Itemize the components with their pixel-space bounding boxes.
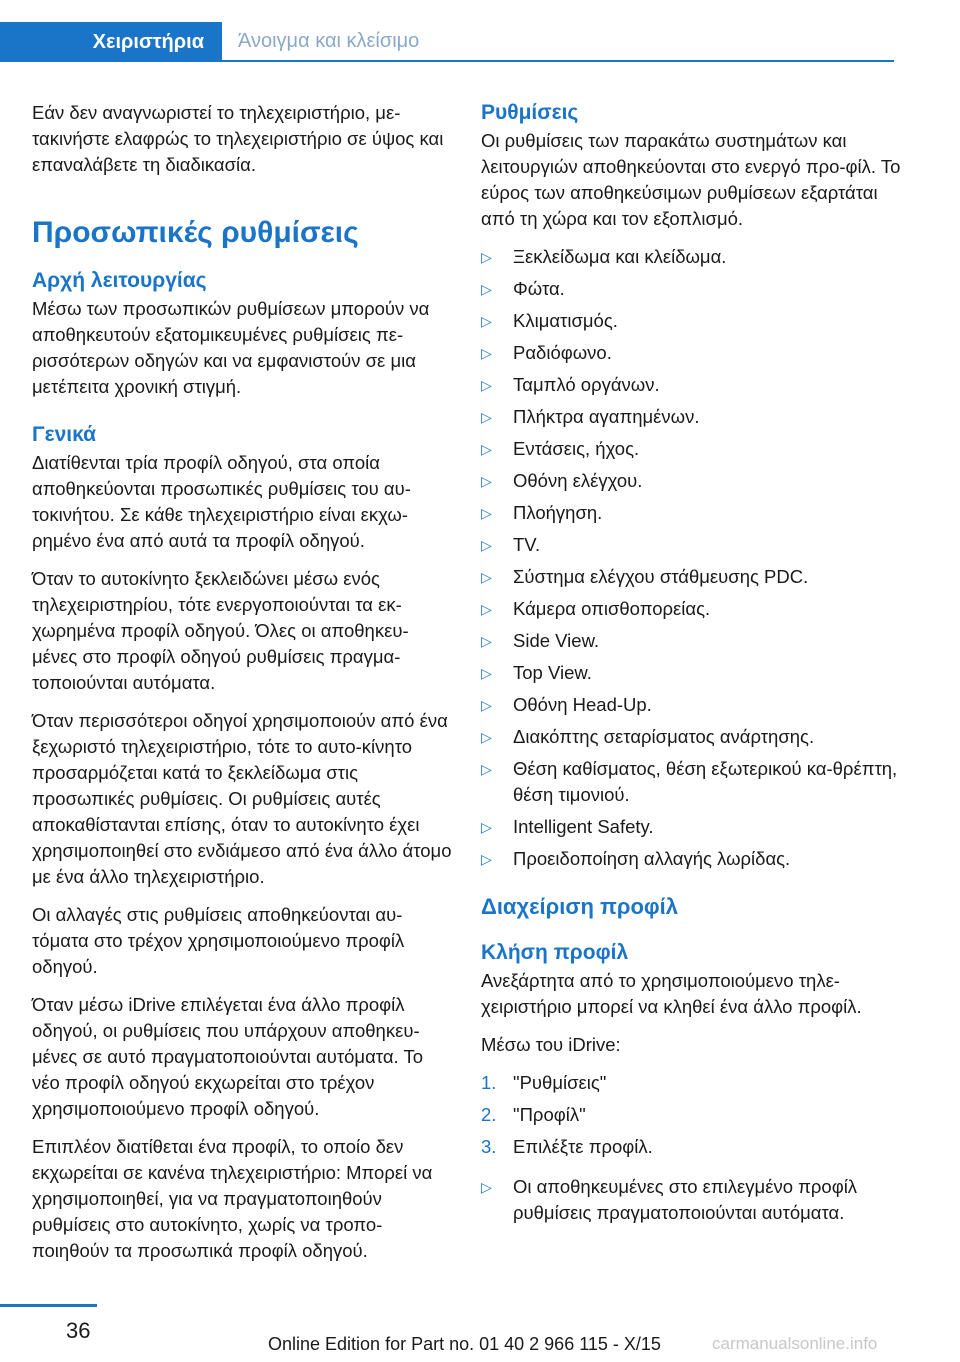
settings-item-text: TV. [513,534,541,555]
settings-item [481,660,901,686]
general-heading: Γενικά [32,423,97,446]
settings-item-text: Προειδοποίηση αλλαγής λωρίδας. [513,848,791,869]
intro-paragraph: Εάν δεν αναγνωριστεί το τηλεχειριστήριο, με-τακινήστε ελαφρώς το τηλεχειριστήριο σε ύψος και επαναλάβετε τη διαδικασία. [32,102,444,175]
step-number: 3. [481,1136,497,1157]
result-text: Οι αποθηκευμένες στο επιλεγμένο προφίλ ρυθμίσεις πραγματοποιούνται αυτόματα. [513,1176,858,1223]
left-column [32,100,452,1276]
settings-item [481,276,901,302]
triangle-bullet-icon: ▷ [481,601,492,617]
settings-item [481,814,901,840]
settings-item [481,500,901,526]
settings-heading: Ρυθμίσεις [481,101,579,124]
settings-item-text: Εντάσεις, ήχος. [513,438,640,459]
settings-item [481,846,901,872]
general-paragraph: Διατίθενται τρία προφίλ οδηγού, στα οποία αποθηκεύονται προσωπικές ρυθμίσεις του αυ-τοκινήτου. Σε κάθε τηλεχειριστήριο είναι εκχω-ρημένο ένα από αυτά τα προφίλ οδηγού. [32,452,411,551]
settings-item-text: Top View. [513,662,592,683]
triangle-bullet-icon: ▷ [481,569,492,585]
settings-item-text: Κλιματισμός. [513,310,618,331]
triangle-bullet-icon: ▷ [481,729,492,745]
triangle-bullet-icon: ▷ [481,409,492,425]
settings-item [481,404,901,430]
management-heading: Διαχείριση προφίλ [481,894,678,919]
step-number: 2. [481,1104,497,1125]
recall-heading: Κλήση προφίλ [481,941,629,964]
page-title: Προσωπικές ρυθμίσεις [32,216,359,249]
triangle-bullet-icon: ▷ [481,537,492,553]
step-item [481,1102,901,1128]
triangle-bullet-icon: ▷ [481,441,492,457]
settings-item [481,596,901,622]
settings-item-text: Διακόπτης σεταρίσματος ανάρτησης. [513,726,815,747]
triangle-bullet-icon: ▷ [481,1179,492,1195]
triangle-bullet-icon: ▷ [481,665,492,681]
section-tab-active[interactable]: Χειριστήρια [0,22,222,62]
general-paragraph: Οι αλλαγές στις ρυθμίσεις αποθηκεύονται αυ-τόματα στο τρέχον χρησιμοποιούμενο προφίλ οδηγού. [32,904,405,977]
triangle-bullet-icon: ▷ [481,345,492,361]
section-tab-inactive[interactable]: Άνοιγμα και κλείσιμο [222,22,894,62]
settings-item [481,564,901,590]
settings-item [481,308,901,334]
settings-item [481,372,901,398]
settings-item [481,692,901,718]
settings-item [481,468,901,494]
step-text: "Προφίλ" [513,1104,586,1125]
settings-item [481,436,901,462]
settings-item-text: Πλοήγηση. [513,502,603,523]
settings-item-text: Θέση καθίσματος, θέση εξωτερικού κα-θρέπτη, θέση τιμονιού. [513,758,898,805]
general-paragraph: Όταν μέσω iDrive επιλέγεται ένα άλλο προφίλ οδηγού, οι ρυθμίσεις που υπάρχουν αποθηκευ-μένες σε αυτό πραγματοποιούνται αυτόματα. Το νέο προφίλ οδηγού εκχωρείται στο τρέχον χρησιμοποιούμενο προφίλ οδηγού. [32,994,424,1119]
triangle-bullet-icon: ▷ [481,697,492,713]
step-item [481,1070,901,1096]
triangle-bullet-icon: ▷ [481,377,492,393]
settings-item [481,532,901,558]
result-item [481,1174,901,1226]
edition-note: Online Edition for Part no. 01 40 2 966 115 - X/15 [268,1334,661,1354]
general-paragraph: Όταν το αυτοκίνητο ξεκλειδώνει μέσω ενός τηλεχειριστηρίου, τότε ενεργοποιούνται τα εκ-χωρημένα προφίλ οδηγού. Όλες οι αποθηκευ-μένες στο προφίλ οδηγού ρυθμίσεις πραγμα-τοποιούνται αυτόματα. [32,568,409,693]
settings-item-text: Ραδιόφωνο. [513,342,612,363]
step-text: Επιλέξτε προφίλ. [513,1136,653,1157]
settings-item-text: Οθόνη Head-Up. [513,694,652,715]
settings-item-text: Ταμπλό οργάνων. [513,374,660,395]
triangle-bullet-icon: ▷ [481,473,492,489]
triangle-bullet-icon: ▷ [481,281,492,297]
settings-item-text: Πλήκτρα αγαπημένων. [513,406,700,427]
triangle-bullet-icon: ▷ [481,505,492,521]
settings-item-text: Σύστημα ελέγχου στάθμευσης PDC. [513,566,809,587]
settings-item-text: Intelligent Safety. [513,816,654,837]
header-bar [0,0,960,62]
settings-item-text: Side View. [513,630,600,651]
general-paragraph: Επιπλέον διατίθεται ένα προφίλ, το οποίο δεν εκχωρείται σε κανένα τηλεχειριστήριο: Μπορεί να χρησιμοποιηθεί, για να πραγματοποιηθούν ρυθμίσεις στο αυτοκίνητο, χωρίς να τροπο-ποιηθούν τα προσωπικά προφίλ οδηγού. [32,1136,433,1261]
settings-item [481,756,901,808]
settings-item-text: Φώτα. [513,278,565,299]
step-text: "Ρυθμίσεις" [513,1072,607,1093]
principle-heading: Αρχή λειτουργίας [32,269,207,292]
triangle-bullet-icon: ▷ [481,249,492,265]
settings-item-text: Οθόνη ελέγχου. [513,470,643,491]
settings-paragraph: Οι ρυθμίσεις των παρακάτω συστημάτων και λειτουργιών αποθηκεύονται στο ενεργό προ-φίλ. Το εύρος των αποθηκεύσιμων ρυθμίσεων εξαρτάται από τη χώρα και τον εξοπλισμό. [481,130,901,229]
page-number: 36 [66,1318,91,1343]
step-number: 1. [481,1072,497,1093]
right-column [481,100,901,1240]
settings-item [481,724,901,750]
triangle-bullet-icon: ▷ [481,313,492,329]
settings-list [481,244,901,872]
triangle-bullet-icon: ▷ [481,761,492,777]
footer-divider [0,1304,97,1307]
settings-item-text: Ξεκλείδωμα και κλείδωμα. [513,246,727,267]
general-paragraph: Όταν περισσότεροι οδηγοί χρησιμοποιούν από ένα ξεχωριστό τηλεχειριστήριο, τότε το αυτο-κίνητο προσαρμόζεται κατά το ξεκλείδωμα στις προσωπικές ρυθμίσεις. Οι ρυθμίσεις αυτές αποκαθίστανται επίσης, όταν το αυτοκίνητο έχει χρησιμοποιηθεί στο ενδιάμεσο από ένα άλλο άτομο με ένα άλλο τηλεχειριστήριο. [32,710,452,887]
recall-paragraph: Ανεξάρτητα από το χρησιμοποιούμενο τηλε-χειριστήριο μπορεί να κληθεί ένα άλλο προφίλ. [481,970,862,1017]
result-list [481,1174,901,1226]
steps-list [481,1070,901,1160]
settings-item [481,244,901,270]
watermark: carmanualsonline.info [712,1334,878,1353]
settings-item [481,340,901,366]
principle-paragraph: Μέσω των προσωπικών ρυθμίσεων μπορούν να αποθηκευτούν εξατομικευμένες ρυθμίσεις πε-ρισσότερων οδηγών και να εμφανιστούν σε μια μετέπειτα χρονική στιγμή. [32,298,430,397]
settings-item [481,628,901,654]
step-item [481,1134,901,1160]
triangle-bullet-icon: ▷ [481,633,492,649]
triangle-bullet-icon: ▷ [481,851,492,867]
via-paragraph: Μέσω του iDrive: [481,1034,621,1055]
settings-item-text: Κάμερα οπισθοπορείας. [513,598,711,619]
triangle-bullet-icon: ▷ [481,819,492,835]
